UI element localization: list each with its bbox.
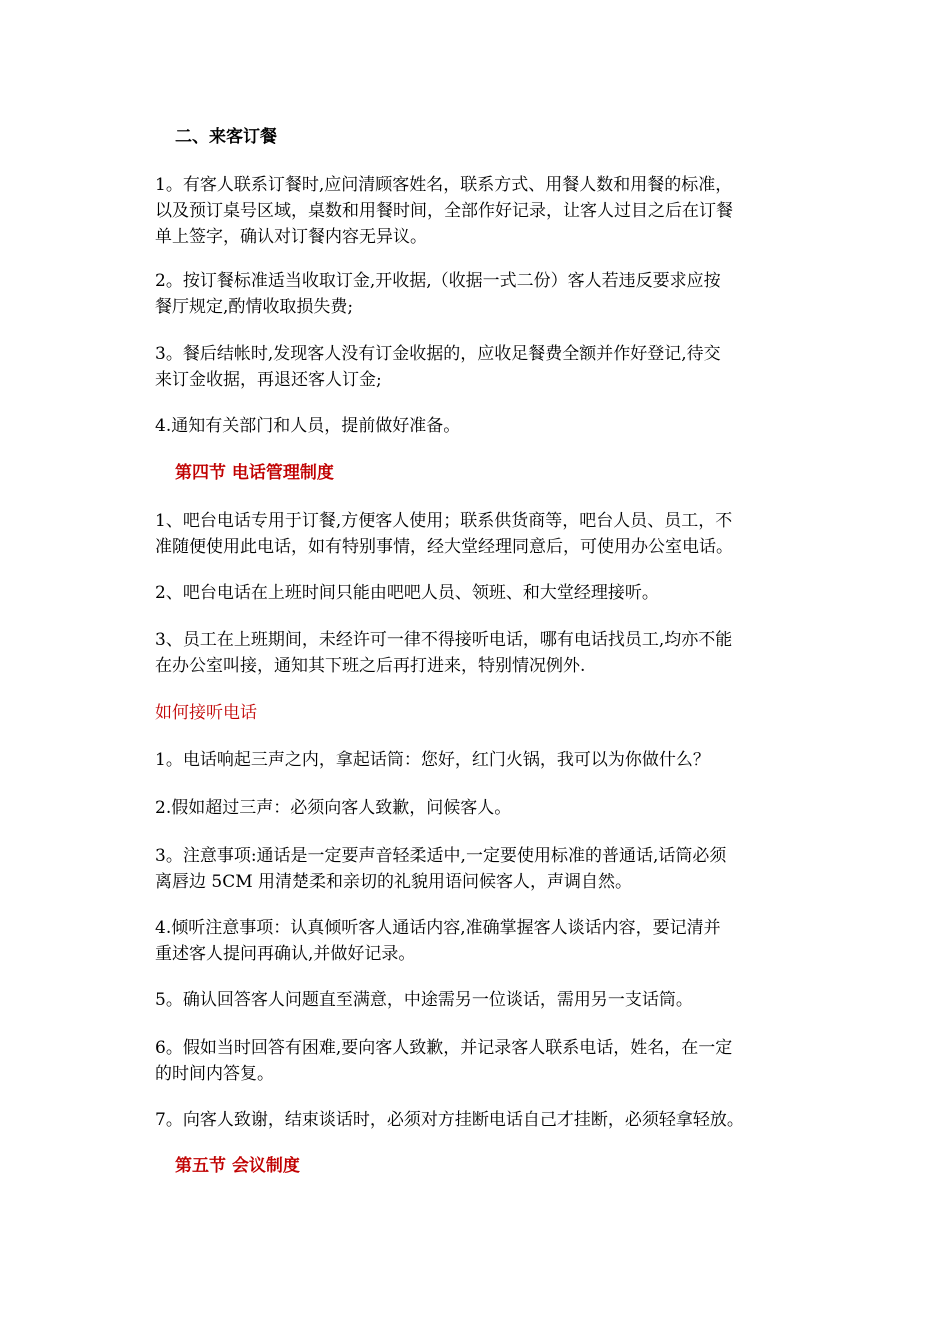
answer-item-1 bbox=[155, 747, 815, 773]
text-line: 3。餐后结帐时,发现客人没有订金收据的，应收足餐费全额并作好登记,待交 bbox=[155, 344, 721, 364]
text-line: 7。向客人致谢，结束谈话时，必须对方挂断电话自己才挂断，必须轻拿轻放。 bbox=[155, 1110, 744, 1130]
answer-item-5 bbox=[155, 987, 815, 1013]
text-line: 2.假如超过三声：必须向客人致歉，问候客人。 bbox=[155, 798, 512, 818]
booking-item-3 bbox=[155, 341, 815, 393]
text-line: 1、吧台电话专用于订餐,方便客人使用；联系供货商等，吧台人员、员工，不 bbox=[155, 511, 733, 531]
text-line: 的时间内答复。 bbox=[155, 1064, 274, 1084]
booking-item-4 bbox=[155, 413, 815, 439]
answer-item-4 bbox=[155, 915, 815, 967]
answer-item-7 bbox=[155, 1107, 815, 1133]
text-line: 2。按订餐标准适当收取订金,开收据,（收据一式二份）客人若违反要求应按 bbox=[155, 271, 721, 291]
text-line: 6。假如当时回答有困难,要向客人致歉，并记录客人联系电话，姓名，在一定 bbox=[155, 1038, 733, 1058]
text-line: 以及预订桌号区域，桌数和用餐时间，全部作好记录，让客人过目之后在订餐 bbox=[155, 201, 733, 221]
booking-item-2 bbox=[155, 268, 815, 320]
booking-item-1 bbox=[155, 172, 815, 250]
text-line: 1。电话响起三声之内，拿起话筒：您好，红门火锅，我可以为你做什么？ bbox=[155, 750, 710, 770]
answering-heading: 如何接听电话 bbox=[155, 703, 257, 723]
text-line: 重述客人提问再确认,并做好记录。 bbox=[155, 944, 416, 964]
section-four-heading: 第四节 电话管理制度 bbox=[175, 463, 334, 483]
text-line: 4.倾听注意事项：认真倾听客人通话内容,准确掌握客人谈话内容，要记清并 bbox=[155, 918, 721, 938]
text-line: 3。注意事项:通话是一定要声音轻柔适中,一定要使用标准的普通话,话筒必须 bbox=[155, 846, 727, 866]
phone-rule-1 bbox=[155, 508, 815, 560]
section-two-heading: 二、来客订餐 bbox=[175, 127, 277, 147]
phone-rule-2 bbox=[155, 580, 815, 606]
text-line: 4.通知有关部门和人员，提前做好准备。 bbox=[155, 416, 461, 436]
answer-item-3 bbox=[155, 843, 815, 895]
text-line: 离唇边 5CM 用清楚柔和亲切的礼貌用语问候客人，声调自然。 bbox=[155, 872, 633, 892]
answer-item-2 bbox=[155, 795, 815, 821]
text-line: 1。有客人联系订餐时,应问清顾客姓名，联系方式、用餐人数和用餐的标准， bbox=[155, 175, 733, 195]
text-line: 3、员工在上班期间，未经许可一律不得接听电话，哪有电话找员工,均亦不能 bbox=[155, 630, 733, 650]
text-line: 2、吧台电话在上班时间只能由吧吧人员、领班、和大堂经理接听。 bbox=[155, 583, 659, 603]
text-line: 准随便使用此电话，如有特别事情，经大堂经理同意后，可使用办公室电话。 bbox=[155, 537, 733, 557]
answer-item-6 bbox=[155, 1035, 815, 1087]
text-line: 餐厅规定,酌情收取损失费; bbox=[155, 297, 354, 317]
text-line: 来订金收据，再退还客人订金; bbox=[155, 370, 382, 390]
text-line: 5。确认回答客人问题直至满意，中途需另一位谈话，需用另一支话筒。 bbox=[155, 990, 693, 1010]
phone-rule-3 bbox=[155, 627, 815, 679]
text-line: 在办公室叫接，通知其下班之后再打进来，特别情况例外. bbox=[155, 656, 586, 676]
text-line: 单上签字，确认对订餐内容无异议。 bbox=[155, 227, 427, 247]
section-five-heading: 第五节 会议制度 bbox=[175, 1156, 300, 1176]
